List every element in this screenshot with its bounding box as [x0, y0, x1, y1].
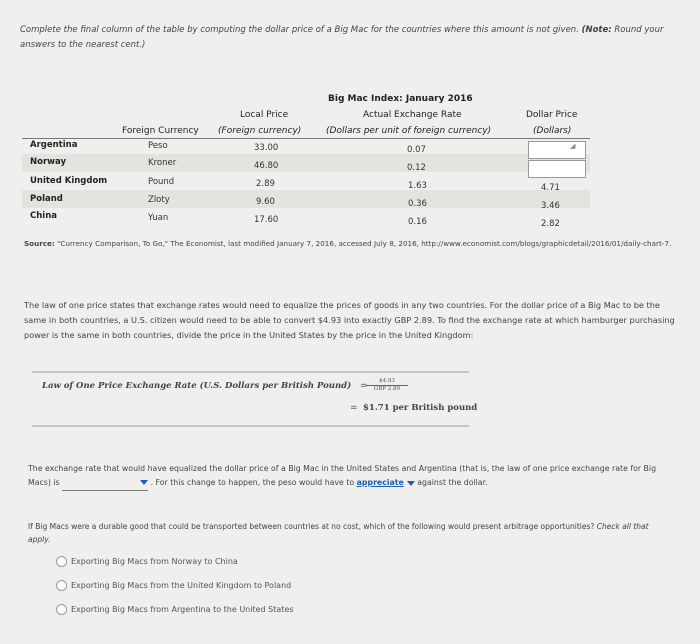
formula-equals-2: = — [350, 403, 358, 413]
peso-direction-dropdown[interactable] — [357, 476, 415, 490]
question-part1: The exchange rate that would have equalized the dollar price of a Big Mac in the United States and Argentina (that is, the law of one price exchange rate for Big Macs) is — [28, 464, 657, 487]
header-dollar-price-sub: (Dollars) — [533, 126, 572, 136]
row-dollar-price: 2.82 — [541, 219, 560, 229]
row-local-price: 17.60 — [254, 215, 279, 225]
fraction-numerator: $4.93 — [366, 378, 408, 386]
row-currency: Peso — [148, 141, 168, 151]
arbitrage-question — [28, 520, 668, 546]
row-currency: Kroner — [148, 158, 177, 168]
exchange-rate-dropdown[interactable] — [62, 476, 148, 491]
row-exchange-rate: 0.16 — [408, 217, 427, 227]
question-part2: . For this change to happen, the peso would have to — [150, 478, 355, 487]
formula-label: Law of One Price Exchange Rate (U.S. Dollars per British Pound) — [42, 381, 352, 391]
law-of-one-price-paragraph: The law of one price states that exchange rates would need to equalize the prices of goods in any two countries. For the dollar price of a Big Mac to be the same in both countries, a U.S. citizen would need to be able to convert $4.93 into exactly GBP 2.89. To find the exchange rate at which hamburger purchasing power is the same in both countries, divide the price in the United States by the price in the United Kingdom: — [24, 300, 675, 340]
header-foreign-currency: Foreign Currency — [122, 126, 199, 136]
row-currency: Zloty — [148, 195, 170, 205]
option-label: Exporting Big Macs from the United Kingdom to Poland — [71, 581, 292, 590]
header-exchange-rate-sub: (Dollars per unit of foreign currency) — [326, 126, 492, 136]
header-dollar-price: Dollar Price — [526, 110, 578, 120]
note-text: Round your answers to the nearest cent.) — [20, 25, 664, 50]
row-local-price: 33.00 — [254, 143, 279, 153]
row-exchange-rate: 0.36 — [408, 199, 427, 209]
option-label: Exporting Big Macs from Argentina to the United States — [71, 605, 294, 614]
exchange-rate-question — [28, 462, 668, 491]
table-title: Big Mac Index: January 2016 — [328, 94, 473, 104]
arbitrage-question-text: If Big Macs were a durable good that could be transported between countries at no cost, which of the following would present arbitrage opportunities? — [28, 522, 595, 531]
checkbox-circle-icon[interactable] — [56, 556, 67, 567]
question-part3: against the dollar. — [417, 478, 488, 487]
row-currency: Yuan — [148, 213, 169, 223]
arbitrage-option[interactable] — [56, 580, 291, 591]
formula-equals-1: = — [360, 381, 368, 391]
checkbox-circle-icon[interactable] — [56, 604, 67, 615]
row-local-price: 9.60 — [256, 197, 275, 207]
header-divider — [22, 138, 590, 139]
source-note — [24, 238, 684, 250]
checkbox-circle-icon[interactable] — [56, 580, 67, 591]
formula-result: $1.71 per British pound — [363, 403, 478, 413]
option-label: Exporting Big Macs from Norway to China — [71, 557, 238, 566]
resize-handle-icon: ◢ — [570, 142, 576, 150]
dollar-price-input-norway[interactable] — [528, 160, 586, 178]
arbitrage-option[interactable] — [56, 556, 238, 567]
row-exchange-rate: 0.12 — [407, 163, 426, 173]
row-local-price: 46.80 — [254, 161, 279, 171]
note-label: (Note: — [581, 25, 612, 35]
row-country: Argentina — [30, 140, 78, 150]
arbitrage-hint: Check all that apply. — [28, 522, 649, 544]
row-country: China — [30, 211, 57, 221]
row-country: Norway — [30, 157, 67, 167]
row-dollar-price: 4.71 — [541, 183, 560, 193]
arbitrage-option[interactable] — [56, 604, 294, 615]
row-exchange-rate: 0.07 — [407, 145, 426, 155]
dollar-price-input-argentina[interactable] — [528, 141, 586, 159]
row-currency: Pound — [148, 177, 175, 187]
chevron-down-icon — [137, 475, 148, 489]
source-text: "Currency Comparison, To Go," The Economist, last modified January 7, 2016, accessed July 8, 2016, http://www.economist.com/blogs/graphicdetail/2016/01/daily-chart-7. — [57, 239, 672, 248]
formula-bottom-rule — [32, 425, 469, 427]
header-local-price-sub: (Foreign currency) — [218, 126, 302, 136]
row-country: Poland — [30, 194, 63, 204]
header-local-price: Local Price — [240, 110, 289, 120]
row-exchange-rate: 1.63 — [408, 181, 427, 191]
row-local-price: 2.89 — [256, 179, 275, 189]
instructions — [20, 23, 690, 53]
source-label: Source: — [24, 239, 55, 248]
row-shade-4 — [22, 190, 590, 208]
formula-top-rule — [32, 371, 469, 373]
instructions-text: Complete the final column of the table by computing the dollar price of a Big Mac for the countries where this amount is not given. — [20, 25, 579, 35]
chevron-down-icon — [407, 481, 415, 486]
dropdown-selected-value: appreciate — [356, 478, 404, 487]
row-dollar-price: 3.46 — [541, 201, 560, 211]
row-country: United Kingdom — [30, 176, 108, 186]
formula-fraction — [366, 378, 408, 393]
header-exchange-rate: Actual Exchange Rate — [363, 110, 462, 120]
fraction-denominator: GBP 2.89 — [373, 386, 401, 392]
row-shade-2 — [22, 154, 590, 172]
